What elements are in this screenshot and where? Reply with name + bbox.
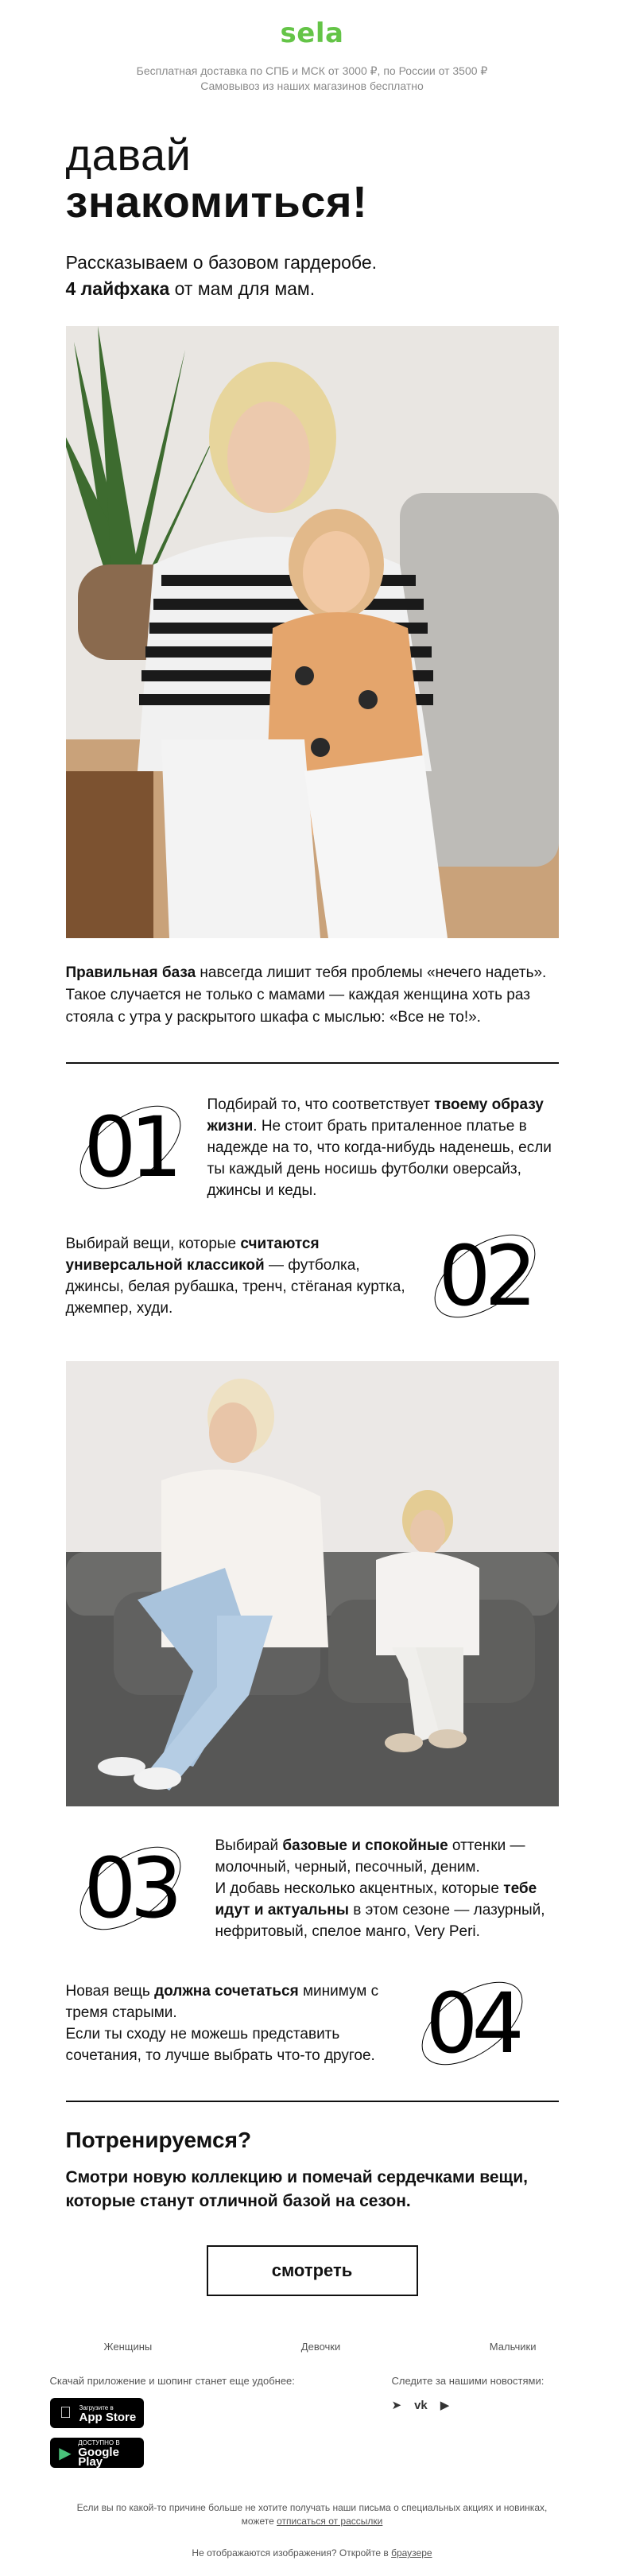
divider-top <box>66 1062 559 1064</box>
appstore-badge[interactable] <box>50 2398 144 2428</box>
tip-03 <box>66 1829 559 1948</box>
tip-01 <box>66 1088 559 1207</box>
intro-bold: 4 лайфхака <box>65 278 170 299</box>
open-in-browser-link[interactable]: браузере <box>391 2547 432 2559</box>
app-download-block <box>50 2375 295 2477</box>
intro-text <box>66 250 559 302</box>
tip-01-bold: твоему образу жизни <box>207 1096 544 1135</box>
hero-photo[interactable] <box>66 326 559 938</box>
tip-02-part: Выбирай вещи, которые <box>65 1236 241 1252</box>
googleplay-badge[interactable] <box>50 2438 144 2468</box>
youtube-icon[interactable]: ▶ <box>440 2399 450 2412</box>
tip-04-text <box>66 1980 384 2066</box>
tip-03-part: в этом сезоне — лазурный, нефритовый, спелое манго, Very Peri. <box>215 1901 545 1940</box>
unsubscribe-link[interactable]: отписаться от рассылки <box>277 2516 383 2527</box>
tip-03-part: Выбирай <box>215 1837 283 1854</box>
tip-03-bold: тебе идут и актуальны <box>215 1880 537 1918</box>
cta-button[interactable]: смотреть <box>207 2245 418 2296</box>
tip-number-01 <box>71 1088 190 1207</box>
brand-logo-text: sela <box>280 17 344 49</box>
vk-icon[interactable]: vk <box>414 2398 428 2412</box>
image-note-text: Не отображаются изображения? Откройте в <box>192 2547 392 2559</box>
training-title: Потренируемся? <box>65 2128 252 2152</box>
category-link-girls[interactable]: Девочки <box>300 2341 341 2353</box>
social-block <box>392 2375 575 2477</box>
divider-bottom <box>66 2101 559 2102</box>
googleplay-small: ДОСТУПНО В <box>78 2439 120 2446</box>
intro-line2: от мам для мам. <box>169 278 316 299</box>
image-note <box>0 2547 624 2576</box>
tip-number-02 <box>425 1216 545 1336</box>
base-paragraph-rest: навсегда лишит тебя проблемы «нечего надеть». Такое случается не только с мамами — каждая женщина хоть раз стояла с утра у раскрытого шкафа с мыслью: «Все не то!». <box>65 964 547 1026</box>
tip-number-04-digits: 04 <box>425 1975 518 2072</box>
category-link-women[interactable]: Женщины <box>103 2341 153 2353</box>
base-paragraph <box>66 962 559 1029</box>
apple-icon <box>56 2404 76 2423</box>
telegram-icon[interactable]: ➤ <box>391 2399 402 2412</box>
category-nav <box>74 2341 551 2353</box>
tip-01-text <box>207 1094 559 1201</box>
intro-line1: Рассказываем о базовом гардеробе. <box>65 252 378 273</box>
training-text: Смотри новую коллекцию и помечай сердечками вещи, которые станут отличной базой на сезон. <box>65 2168 529 2210</box>
tip-04-part: Если ты сходу не можешь представить сочетания, то лучше выбрать что-то другое. <box>65 2026 375 2064</box>
footer-apps-social <box>50 2375 575 2477</box>
tip-04-part: минимум с тремя старыми. <box>65 1983 379 2021</box>
unsubscribe-line1: Если вы по какой-то причине больше не хотите получать наши письма о специальных акциях и новинках, <box>76 2502 548 2513</box>
heading-bold: знакомиться! <box>65 177 368 227</box>
tip-03-text <box>215 1835 559 1942</box>
tip-02-text <box>66 1233 408 1319</box>
tip-04-bold: должна сочетаться <box>154 1983 299 2000</box>
tip-03-part: оттенки — молочный, черный, песочный, деним. <box>215 1837 525 1876</box>
brand-logo[interactable] <box>66 0 559 56</box>
tip-01-part: Подбирай то, что соответствует <box>207 1096 435 1113</box>
delivery-note-line2: Самовывоз из наших магазинов бесплатно <box>200 80 424 92</box>
unsubscribe-note <box>0 2501 624 2528</box>
google-play-icon: ▶ <box>59 2444 72 2462</box>
tip-number-04 <box>413 1964 532 2083</box>
tip-02-bold: считаются универсальной классикой <box>65 1236 320 1274</box>
second-photo[interactable] <box>66 1361 559 1806</box>
base-paragraph-bold: Правильная база <box>65 964 196 981</box>
tip-number-03 <box>71 1829 190 1948</box>
social-label: Следите за нашими новостями: <box>391 2375 545 2387</box>
tip-number-01-digits: 01 <box>83 1099 176 1196</box>
app-download-label: Скачай приложение и шопинг станет еще удобнее: <box>49 2375 295 2387</box>
tip-02-part: — футболка, джинсы, белая рубашка, тренч, стёганая куртка, джемпер, худи. <box>65 1257 405 1317</box>
tip-number-03-digits: 03 <box>83 1840 176 1937</box>
tip-03-bold: базовые и спокойные <box>282 1837 448 1854</box>
delivery-note-line1: Бесплатная доставка по СПБ и МСК от 3000 ₽, по России от 3500 ₽ <box>136 64 488 77</box>
tip-03-part: И добавь несколько акцентных, которые <box>215 1880 504 1897</box>
unsubscribe-line2: можете <box>241 2516 277 2527</box>
googleplay-big: Google Play <box>78 2446 119 2469</box>
tip-04 <box>66 1964 559 2083</box>
appstore-small: Загрузите в <box>79 2404 114 2411</box>
heading-light: давай <box>65 130 192 180</box>
delivery-note <box>66 64 559 94</box>
tip-number-02-digits: 02 <box>438 1228 531 1325</box>
tip-01-part: . Не стоит брать приталенное платье в надежде на то, что когда-нибудь наденешь, если ты каждый день носишь футболки оверсайз, джинсы и кеды. <box>207 1117 552 1199</box>
tip-04-part: Новая вещь <box>65 1983 155 2000</box>
tip-02 <box>66 1216 559 1336</box>
appstore-big: App Store <box>79 2411 137 2424</box>
category-link-boys[interactable]: Мальчики <box>489 2341 537 2353</box>
